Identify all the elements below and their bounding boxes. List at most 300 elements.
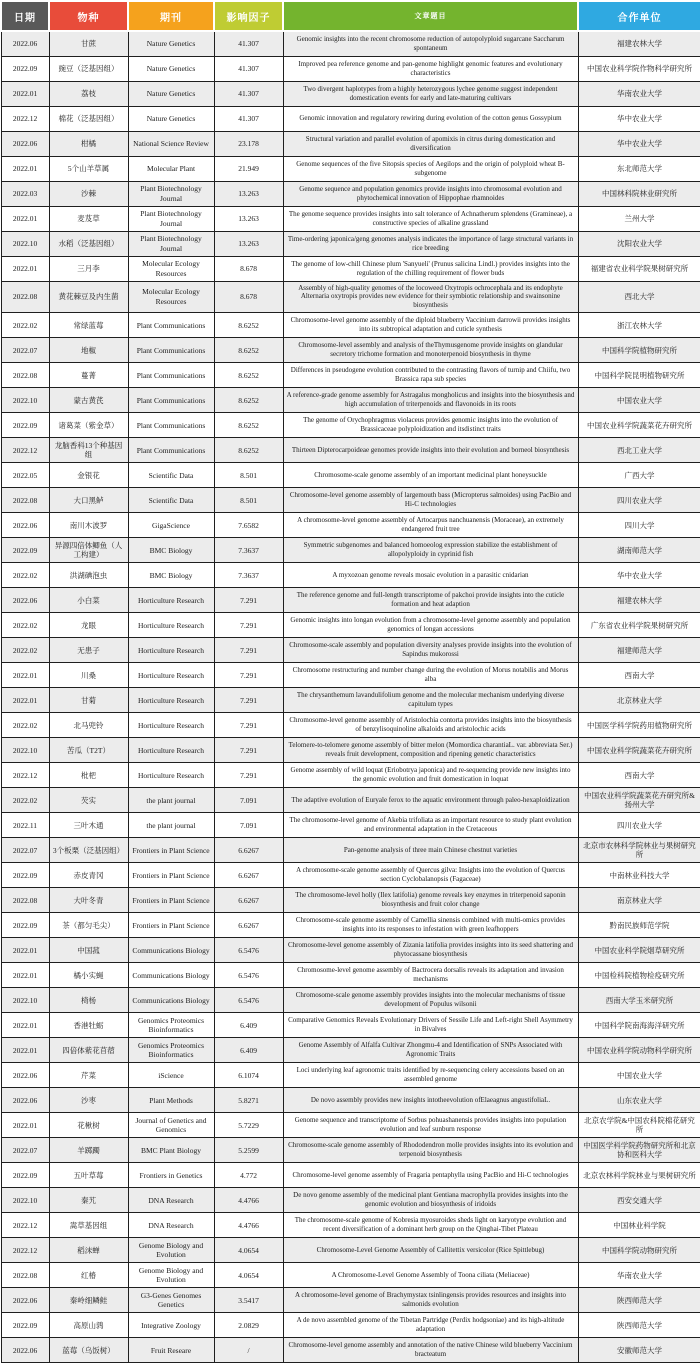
cell-date: 2022.06 [1, 513, 49, 538]
cell-date: 2022.11 [1, 813, 49, 838]
cell-institution: 黔南民族师范学院 [578, 913, 700, 938]
cell-journal: Plant Communications [128, 413, 214, 438]
cell-species: 甘菊 [49, 688, 128, 713]
column-header-journal: 期刊 [128, 1, 214, 31]
cell-institution: 中南林业科技大学 [578, 863, 700, 888]
table-row [1, 206, 700, 231]
cell-date: 2022.12 [1, 763, 49, 788]
table-row [1, 1163, 700, 1188]
cell-institution: 广西大学 [578, 463, 700, 488]
cell-institution: 南京林业大学 [578, 888, 700, 913]
table-row [1, 81, 700, 106]
cell-date: 2022.08 [1, 488, 49, 513]
cell-institution: 西南大学 [578, 663, 700, 688]
cell-title: Thirteen Dipterocarpoideae genomes provide insights into their evolution and borneol biosynthesis [283, 438, 578, 463]
cell-institution: 西南大学 [578, 763, 700, 788]
table-row [1, 313, 700, 338]
cell-date: 2022.07 [1, 838, 49, 863]
cell-institution: 四川农业大学 [578, 813, 700, 838]
cell-title: The chrysanthemum lavandulifolium genome and the molecular mechanism underlying diverse capitulum types [283, 688, 578, 713]
cell-date: 2022.03 [1, 181, 49, 206]
table-row [1, 763, 700, 788]
cell-title: A chromosome-level genome of Brachymystax tsinlingensis provides resources and insights into salmonids evolution [283, 1288, 578, 1313]
cell-date: 2022.02 [1, 613, 49, 638]
cell-institution: 中国林科院林业研究所 [578, 181, 700, 206]
cell-impact: 5.8271 [214, 1088, 283, 1113]
cell-species: 洪湖碘泡虫 [49, 563, 128, 588]
cell-date: 2022.08 [1, 281, 49, 313]
cell-institution: 西北大学 [578, 281, 700, 313]
cell-institution: 中国农业大学 [578, 1063, 700, 1088]
table-row [1, 181, 700, 206]
cell-journal: Molecular Plant [128, 156, 214, 181]
cell-institution: 北京农林科学院林业与果树研究所 [578, 1163, 700, 1188]
table-row [1, 588, 700, 613]
cell-title: Genome assembly of wild loquat (Eriobotrya japonica) and re-sequencing provide new insights into the genomic evolution and fruit domestication in loquat [283, 763, 578, 788]
table-row [1, 106, 700, 131]
cell-title: A de novo assembled genome of the Tibetan Partridge (Perdix hodgsoniae) and its high-altitude adaptation [283, 1313, 578, 1338]
cell-journal: Nature Genetics [128, 31, 214, 56]
cell-journal: BMC Biology [128, 538, 214, 563]
cell-species: 花楸树 [49, 1113, 128, 1138]
cell-date: 2022.06 [1, 1088, 49, 1113]
cell-journal: the plant journal [128, 813, 214, 838]
cell-institution: 北京林业大学 [578, 688, 700, 713]
cell-impact: 41.307 [214, 56, 283, 81]
cell-title: Chromosome-level genome assembly of Fragaria pentaphylla using PacBio and Hi-C technologies [283, 1163, 578, 1188]
cell-impact: 5.7229 [214, 1113, 283, 1138]
cell-institution: 北京市农林科学院林业与果树研究所 [578, 838, 700, 863]
cell-date: 2022.06 [1, 31, 49, 56]
cell-species: 四倍体紫花苜蓿 [49, 1038, 128, 1063]
table-row [1, 1188, 700, 1213]
cell-title: A chromosome-level genome assembly of Artocarpus nanchuanensis (Moraceae), an extremely endangered fruit tree [283, 513, 578, 538]
cell-species: 金银花 [49, 463, 128, 488]
table-row [1, 1063, 700, 1088]
cell-title: Chromosome-level genome assembly of the diploid blueberry Vaccinium darrowii provides insights into its subtropical adaptation and cuticle synthesis [283, 313, 578, 338]
cell-title: The chromosome-level genome of Akebia trifoliata as an important resource to study plant evolution and environmental adaptation in the Cretaceous [283, 813, 578, 838]
cell-species: 中国菰 [49, 938, 128, 963]
table-row [1, 638, 700, 663]
cell-impact: / [214, 1338, 283, 1363]
cell-institution: 华南农业大学 [578, 1263, 700, 1288]
cell-species: 高原山鹑 [49, 1313, 128, 1338]
cell-institution: 中国农业科学院蔬菜花卉研究所&扬州大学 [578, 788, 700, 813]
cell-species: 沙棘 [49, 181, 128, 206]
cell-date: 2022.07 [1, 338, 49, 363]
cell-date: 2022.02 [1, 788, 49, 813]
cell-species: 柑橘 [49, 131, 128, 156]
column-header-title: 文章题目 [283, 1, 578, 31]
cell-title: The chromosome-level holly (Ilex latifolia) genome reveals key enzymes in triterpenoid saponin biosynthesis and fruit color change [283, 888, 578, 913]
cell-title: Chromosome-scale genome assembly provides insights into the molecular mechanisms of tissue development of Populus wilsonii [283, 988, 578, 1013]
table-row [1, 281, 700, 313]
cell-institution: 广东省农业科学院果树研究所 [578, 613, 700, 638]
cell-species: 麦芨草 [49, 206, 128, 231]
cell-date: 2022.09 [1, 1163, 49, 1188]
cell-species: 大口黑鲈 [49, 488, 128, 513]
table-row [1, 1013, 700, 1038]
cell-species: 枇杷 [49, 763, 128, 788]
cell-title: A myxozoan genome reveals mosaic evolution in a parasitic cnidarian [283, 563, 578, 588]
cell-date: 2022.09 [1, 863, 49, 888]
cell-title: Comparative Genomics Reveals Evolutionary Drivers of Sessile Life and Left-right Shell Asymmetry in Bivalves [283, 1013, 578, 1038]
cell-title: Improved pea reference genome and pan-genome highlight genomic features and evolutionary characteristics [283, 56, 578, 81]
cell-impact: 7.091 [214, 813, 283, 838]
table-row [1, 56, 700, 81]
cell-title: De novo assembly provides new insights intotheevolution ofElaeagnus angustifoliaL. [283, 1088, 578, 1113]
cell-journal: Genomics Proteomics Bioinformatics [128, 1013, 214, 1038]
cell-title: The reference genome and full-length transcriptome of pakchoi provide insights into the cuticle formation and heat adaption [283, 588, 578, 613]
cell-journal: Horticulture Research [128, 588, 214, 613]
cell-impact: 8.6252 [214, 363, 283, 388]
cell-species: 三叶木通 [49, 813, 128, 838]
cell-impact: 6.5476 [214, 963, 283, 988]
cell-date: 2022.01 [1, 1038, 49, 1063]
cell-species: 嵩草基因组 [49, 1213, 128, 1238]
cell-institution: 福建农林大学 [578, 31, 700, 56]
cell-impact: 41.307 [214, 106, 283, 131]
cell-institution: 湖南师范大学 [578, 538, 700, 563]
table-row [1, 1313, 700, 1338]
cell-impact: 8.678 [214, 281, 283, 313]
cell-impact: 6.5476 [214, 988, 283, 1013]
cell-species: 赤皮青冈 [49, 863, 128, 888]
cell-journal: DNA Research [128, 1188, 214, 1213]
cell-date: 2022.10 [1, 231, 49, 256]
table-row [1, 156, 700, 181]
cell-institution: 西南大学玉米研究所 [578, 988, 700, 1013]
cell-institution: 中国科学院动物研究所 [578, 1238, 700, 1263]
cell-journal: Horticulture Research [128, 613, 214, 638]
cell-species: 芹菜 [49, 1063, 128, 1088]
cell-date: 2022.01 [1, 156, 49, 181]
cell-institution: 中国科学院昆明植物研究所 [578, 363, 700, 388]
cell-species: 荔枝 [49, 81, 128, 106]
cell-date: 2022.01 [1, 1113, 49, 1138]
cell-journal: Plant Biotechnology Journal [128, 181, 214, 206]
table-row [1, 563, 700, 588]
cell-institution: 中国农业科学院动物科学研究所 [578, 1038, 700, 1063]
cell-journal: Plant Communications [128, 313, 214, 338]
cell-journal: National Science Review [128, 131, 214, 156]
cell-institution: 福建师范大学 [578, 638, 700, 663]
cell-impact: 6.5476 [214, 938, 283, 963]
cell-impact: 7.6582 [214, 513, 283, 538]
cell-institution: 中国农业大学 [578, 388, 700, 413]
cell-date: 2022.10 [1, 988, 49, 1013]
cell-species: 红椿 [49, 1263, 128, 1288]
cell-institution: 山东农业大学 [578, 1088, 700, 1113]
cell-impact: 6.6267 [214, 863, 283, 888]
cell-title: Chromosome-level genome assembly of Aristolochia contorta provides insights into the biosynthesis of benzylisoquinoline alkaloids and aristolochic acids [283, 713, 578, 738]
cell-impact: 4.772 [214, 1163, 283, 1188]
cell-title: Chromosome-Level Genome Assembly of Callitettix versicolor (Rice Spittlebug) [283, 1238, 578, 1263]
cell-species: 椅杨 [49, 988, 128, 1013]
cell-title: Chromosome-level assembly and analysis of theThymusgenome provide insights on glandular secretory trichome formation and monoterpenoid biosynthesis in thyme [283, 338, 578, 363]
cell-institution: 中国农业科学院烟草研究所 [578, 938, 700, 963]
cell-journal: Plant Communications [128, 338, 214, 363]
table-row [1, 1288, 700, 1313]
cell-journal: Frontiers in Plant Science [128, 838, 214, 863]
cell-title: A reference-grade genome assembly for Astragalus mongholicus and insights into the biosynthesis and high accumulation of triterpenoids and flavonoids in its roots [283, 388, 578, 413]
cell-institution: 四川大学 [578, 513, 700, 538]
cell-impact: 7.3637 [214, 563, 283, 588]
cell-species: 地椒 [49, 338, 128, 363]
cell-impact: 7.3637 [214, 538, 283, 563]
cell-impact: 7.291 [214, 588, 283, 613]
cell-journal: Communications Biology [128, 988, 214, 1013]
cell-species: 茶（都匀毛尖） [49, 913, 128, 938]
cell-journal: Frontiers in Plant Science [128, 863, 214, 888]
cell-species: 小白菜 [49, 588, 128, 613]
table-row [1, 463, 700, 488]
table-row [1, 1038, 700, 1063]
cell-date: 2022.01 [1, 206, 49, 231]
table-row [1, 863, 700, 888]
cell-title: Genomic insights into the recent chromosome reduction of autopolyploid sugarcane Saccharum spontaneum [283, 31, 578, 56]
cell-institution: 中国农业科学院作物科学研究所 [578, 56, 700, 81]
cell-impact: 7.291 [214, 713, 283, 738]
cell-species: 北马兜铃 [49, 713, 128, 738]
cell-impact: 7.291 [214, 763, 283, 788]
cell-institution: 陕西师范大学 [578, 1288, 700, 1313]
cell-species: 川桑 [49, 663, 128, 688]
table-row [1, 1263, 700, 1288]
cell-species: 甘蔗 [49, 31, 128, 56]
cell-date: 2022.07 [1, 1138, 49, 1163]
cell-date: 2022.10 [1, 738, 49, 763]
cell-institution: 中国检科院植物检疫研究所 [578, 963, 700, 988]
cell-title: Genome sequence and population genomics provide insights into chromosomal evolution and phytochemical innovation of Hippophae rhamnoides [283, 181, 578, 206]
cell-species: 蔓菁 [49, 363, 128, 388]
cell-date: 2022.01 [1, 81, 49, 106]
cell-species: 稻沫蝉 [49, 1238, 128, 1263]
cell-journal: G3-Genes Genomes Genetics [128, 1288, 214, 1313]
cell-date: 2022.01 [1, 688, 49, 713]
cell-journal: Horticulture Research [128, 763, 214, 788]
cell-species: 5个山羊草属 [49, 156, 128, 181]
cell-title: Genome sequences of the five Sitopsis species of Aegilops and the origin of polyploid wheat B-subgenome [283, 156, 578, 181]
cell-journal: Horticulture Research [128, 663, 214, 688]
table-row [1, 613, 700, 638]
cell-species: 龙眼 [49, 613, 128, 638]
cell-title: Chromosome-scale genome assembly of an important medicinal plant honeysuckle [283, 463, 578, 488]
cell-journal: Frontiers in Genetics [128, 1163, 214, 1188]
cell-species: 沙枣 [49, 1088, 128, 1113]
cell-journal: BMC Biology [128, 563, 214, 588]
table-row [1, 363, 700, 388]
cell-title: Two divergent haplotypes from a highly heterozygous lychee genome suggest independent domestication events for early and late-maturing cultivars [283, 81, 578, 106]
cell-date: 2022.01 [1, 963, 49, 988]
cell-journal: Frontiers in Plant Science [128, 888, 214, 913]
cell-impact: 41.307 [214, 81, 283, 106]
cell-title: Chromosome-scale assembly and population diversity analyses provide insights into the evolution of Sapindus mukorossi [283, 638, 578, 663]
cell-date: 2022.02 [1, 713, 49, 738]
table-row [1, 488, 700, 513]
cell-title: Genomic insights into longan evolution from a chromosome-level genome assembly and population genomics of longan accessions [283, 613, 578, 638]
cell-journal: DNA Research [128, 1213, 214, 1238]
cell-impact: 13.263 [214, 231, 283, 256]
cell-title: Genome sequence and transcriptome of Sorbus pohuashanensis provides insights into population evolution and leaf sunburn response [283, 1113, 578, 1138]
cell-title: Genomic innovation and regulatory rewiring during evolution of the cotton genus Gossypium [283, 106, 578, 131]
cell-impact: 8.6252 [214, 313, 283, 338]
cell-journal: Plant Communications [128, 363, 214, 388]
table-row [1, 1213, 700, 1238]
cell-date: 2022.02 [1, 313, 49, 338]
cell-date: 2022.06 [1, 588, 49, 613]
cell-impact: 8.501 [214, 488, 283, 513]
cell-date: 2022.08 [1, 1263, 49, 1288]
cell-date: 2022.08 [1, 363, 49, 388]
table-row [1, 131, 700, 156]
cell-species: 无患子 [49, 638, 128, 663]
table-row [1, 913, 700, 938]
cell-species: 常绿蓝莓 [49, 313, 128, 338]
cell-impact: 6.409 [214, 1013, 283, 1038]
cell-journal: Horticulture Research [128, 688, 214, 713]
cell-species: 秦岭细鳞鲑 [49, 1288, 128, 1313]
cell-species: 龙脑香科13个种基因组 [49, 438, 128, 463]
cell-date: 2022.01 [1, 938, 49, 963]
cell-institution: 沈阳农业大学 [578, 231, 700, 256]
cell-date: 2022.09 [1, 56, 49, 81]
table-row [1, 963, 700, 988]
table-row [1, 438, 700, 463]
cell-journal: Molecular Ecology Resources [128, 256, 214, 281]
cell-date: 2022.01 [1, 1013, 49, 1038]
cell-institution: 西安交通大学 [578, 1188, 700, 1213]
table-row [1, 513, 700, 538]
cell-species: 黄花棘豆及内生菌 [49, 281, 128, 313]
cell-institution: 兰州大学 [578, 206, 700, 231]
cell-date: 2022.06 [1, 131, 49, 156]
cell-impact: 4.4766 [214, 1213, 283, 1238]
cell-species: 大叶冬青 [49, 888, 128, 913]
cell-journal: Genome Biology and Evolution [128, 1238, 214, 1263]
cell-impact: 7.091 [214, 788, 283, 813]
cell-title: De novo genome assembly of the medicinal plant Gentiana macrophylla provides insights into the genomic evolution and biosynthesis of iridoids [283, 1188, 578, 1213]
cell-date: 2022.08 [1, 888, 49, 913]
cell-date: 2022.12 [1, 106, 49, 131]
cell-journal: Plant Communications [128, 388, 214, 413]
table-row [1, 1238, 700, 1263]
cell-title: The genome sequence provides insights into salt tolerance of Achnatherum splendens (Gramineae), a constructive species of alkaline grassland [283, 206, 578, 231]
table-row [1, 388, 700, 413]
cell-institution: 中国医学科学院药用植物研究所 [578, 713, 700, 738]
cell-institution: 东北师范大学 [578, 156, 700, 181]
cell-date: 2022.01 [1, 256, 49, 281]
cell-journal: BMC Plant Biology [128, 1138, 214, 1163]
cell-title: Genome Assembly of Alfalfa Cultivar Zhongmu-4 and Identification of SNPs Associated with Agronomic Traits [283, 1038, 578, 1063]
cell-journal: Horticulture Research [128, 738, 214, 763]
cell-species: 羊踯躅 [49, 1138, 128, 1163]
cell-title: The genome of Orychophragmus violaceus provides genomic insights into the evolution of Brassicaceae polyploidization and itsdistinct traits [283, 413, 578, 438]
table-row [1, 838, 700, 863]
cell-institution: 福建省农业科学院果树研究所 [578, 256, 700, 281]
cell-date: 2022.02 [1, 638, 49, 663]
cell-journal: Nature Genetics [128, 81, 214, 106]
table-row [1, 988, 700, 1013]
column-header-impact: 影响因子 [214, 1, 283, 31]
cell-date: 2022.06 [1, 1063, 49, 1088]
cell-title: Differences in pseudogene evolution contributed to the contrasting flavors of turnip and Chiifu, two Brassica rapa sub species [283, 363, 578, 388]
cell-institution: 浙江农林大学 [578, 313, 700, 338]
cell-journal: Communications Biology [128, 938, 214, 963]
cell-journal: Plant Biotechnology Journal [128, 206, 214, 231]
cell-institution: 华中农业大学 [578, 563, 700, 588]
cell-date: 2022.09 [1, 413, 49, 438]
table-row [1, 338, 700, 363]
cell-impact: 2.0829 [214, 1313, 283, 1338]
cell-title: Telomere-to-telomere genome assembly of bitter melon (Momordica charantiaL. var. abbreviata Ser.) reveals fruit development, composition and ripening genetic characteristics [283, 738, 578, 763]
table-row [1, 688, 700, 713]
table-row [1, 938, 700, 963]
cell-species: 蓝莓（乌饭树） [49, 1338, 128, 1363]
cell-species: 诸葛菜（紫金草） [49, 413, 128, 438]
cell-impact: 8.6252 [214, 438, 283, 463]
cell-species: 南川木波罗 [49, 513, 128, 538]
cell-date: 2022.10 [1, 1188, 49, 1213]
cell-impact: 6.1074 [214, 1063, 283, 1088]
column-header-species: 物种 [49, 1, 128, 31]
cell-impact: 6.409 [214, 1038, 283, 1063]
table-row [1, 31, 700, 56]
cell-impact: 7.291 [214, 738, 283, 763]
cell-institution: 福建农林大学 [578, 588, 700, 613]
cell-institution: 中国医学科学院药物研究所和北京协和医科大学 [578, 1138, 700, 1163]
cell-journal: Genome Biology and Evolution [128, 1263, 214, 1288]
table-row [1, 888, 700, 913]
cell-title: Loci underlying leaf agronomic traits identified by re-sequencing celery accessions based on an assembled genome [283, 1063, 578, 1088]
cell-title: The genome of low-chill Chinese plum 'Sanyueli' (Prunus salicina Lindl.) provides insights into the regulation of the chilling requirement of flower buds [283, 256, 578, 281]
table-row [1, 1338, 700, 1363]
cell-title: Pan-genome analysis of three main Chinese chestnut varieties [283, 838, 578, 863]
table-row [1, 1138, 700, 1163]
cell-title: The adaptive evolution of Euryale ferox to the aquatic environment through paleo-hexaploidization [283, 788, 578, 813]
cell-institution: 中国林业科学院 [578, 1213, 700, 1238]
cell-institution: 中国科学院南海海洋研究所 [578, 1013, 700, 1038]
cell-institution: 中国科学院植物研究所 [578, 338, 700, 363]
cell-date: 2022.09 [1, 913, 49, 938]
cell-journal: Fruit Researe [128, 1338, 214, 1363]
cell-date: 2022.02 [1, 563, 49, 588]
cell-institution: 中国农业科学院蔬菜花卉研究所 [578, 738, 700, 763]
table-row [1, 788, 700, 813]
cell-title: Symmetric subgenomes and balanced homoeolog expression stabilize the establishment of allopolyploidy in cyprinid fish [283, 538, 578, 563]
table-row [1, 231, 700, 256]
header-row [1, 1, 700, 31]
cell-date: 2022.06 [1, 1288, 49, 1313]
cell-impact: 7.291 [214, 638, 283, 663]
cell-institution: 西北工业大学 [578, 438, 700, 463]
cell-title: Chromosome-level genome assembly and annotation of the native Chinese wild blueberry Vaccinium bracteatum [283, 1338, 578, 1363]
cell-journal: the plant journal [128, 788, 214, 813]
table-header [1, 1, 700, 31]
cell-date: 2022.09 [1, 538, 49, 563]
cell-species: 三月李 [49, 256, 128, 281]
column-header-institution: 合作单位 [578, 1, 700, 31]
cell-impact: 23.178 [214, 131, 283, 156]
cell-impact: 8.6252 [214, 338, 283, 363]
table-row [1, 538, 700, 563]
cell-title: A Chromosome-Level Genome Assembly of Toona ciliata (Meliaceae) [283, 1263, 578, 1288]
cell-species: 芡实 [49, 788, 128, 813]
cell-impact: 13.263 [214, 181, 283, 206]
cell-journal: Nature Genetics [128, 106, 214, 131]
cell-species: 水稻（泛基因组） [49, 231, 128, 256]
cell-impact: 13.263 [214, 206, 283, 231]
